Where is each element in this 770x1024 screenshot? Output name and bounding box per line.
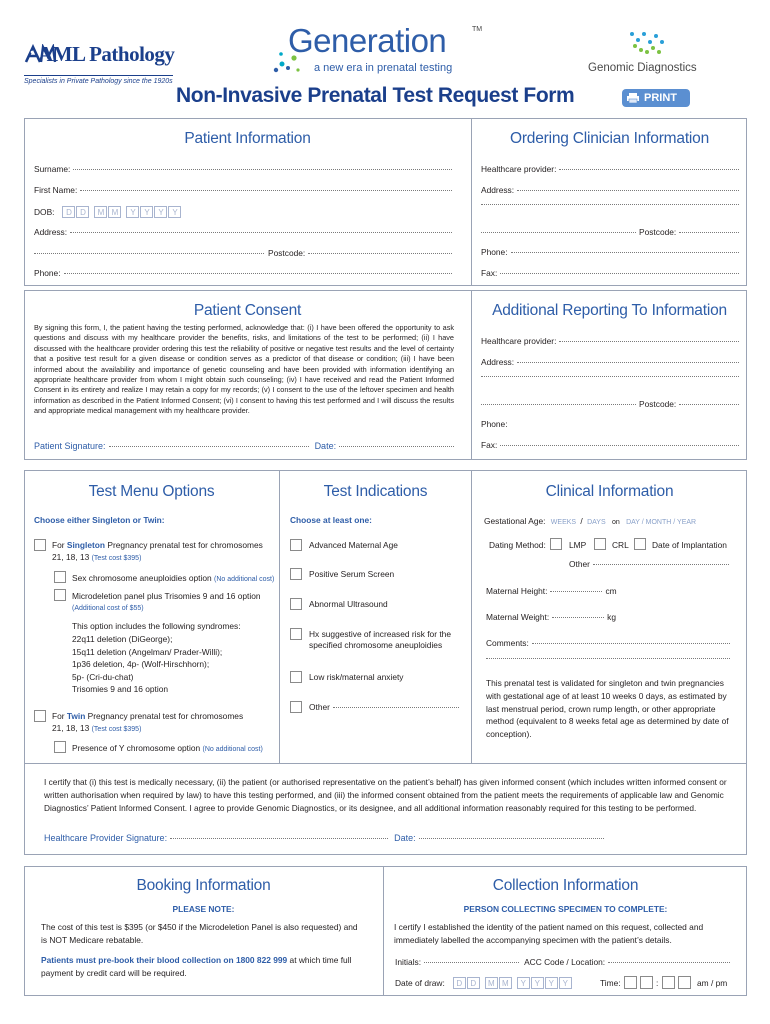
- additional-provider-field[interactable]: Healthcare provider:: [481, 336, 739, 346]
- singleton-option-line2: 21, 18, 13 (Test cost $395): [52, 552, 142, 562]
- choose-at-least-one: Choose at least one:: [290, 515, 372, 525]
- y-chromosome-label: Presence of Y chromosome option (No additional cost): [72, 743, 263, 753]
- draw-date-cells: [453, 977, 573, 989]
- comments-line2[interactable]: [486, 660, 730, 661]
- aml-logo: [24, 40, 184, 88]
- date-cell[interactable]: M: [499, 977, 512, 989]
- microdeletion-label: Microdeletion panel plus Trisomies 9 and 16 option: [72, 591, 261, 601]
- maternal-weight-field[interactable]: Maternal Weight: kg: [486, 612, 617, 622]
- clinician-address-field[interactable]: Address:: [481, 185, 739, 195]
- collection-note: PERSON COLLECTING SPECIMEN TO COMPLETE:: [463, 904, 668, 914]
- first-name-field[interactable]: First Name:: [34, 185, 452, 195]
- syndrome-item: 15q11 deletion (Angelman/ Prader-Willi);: [72, 646, 223, 657]
- clinician-phone-field[interactable]: Phone:: [481, 247, 739, 257]
- dating-method-label: Dating Method:: [489, 540, 546, 550]
- am-pm-label: am / pm: [697, 978, 728, 988]
- indication-serum-label: Positive Serum Screen: [309, 569, 395, 579]
- dob-field[interactable]: DOB: D D M M Y Y Y Y: [34, 206, 284, 218]
- genomic-logo-text: Genomic Diagnostics: [588, 62, 697, 74]
- test-menu-title: Test Menu Options: [88, 483, 215, 500]
- provider-signature-field[interactable]: Healthcare Provider Signature: Date:: [44, 833, 604, 843]
- certification-text: I certify that (i) this test is medically necessary, (ii) the patient (or authorised representative on the patient’s behalf) has given informed consent (which includes written informed consent or written authorisation when required by law) to have this testing performed, and (iii) the informed consent obtained from the patient meets the requirements of applicable law and Genomic Diagnostics’ Patient Informed Consent. I agree to provide Genomic Diagnostics, or its designee, and all additional information reasonably required for this testing to be performed.: [44, 777, 727, 813]
- date-cell[interactable]: Y: [517, 977, 530, 989]
- collection-information-title: Collection Information: [492, 877, 639, 894]
- clinician-fax-field[interactable]: Fax:: [481, 268, 739, 278]
- acc-code-label: ACC Code / Location:: [524, 957, 606, 967]
- date-cell[interactable]: D: [453, 977, 466, 989]
- aml-tagline: Specialists in Private Pathology since the 1920s: [24, 75, 173, 85]
- additional-phone-field[interactable]: Phone:: [481, 419, 508, 429]
- syndrome-item: 1p36 deletion, 4p- (Wolf-Hirschhorn);: [72, 659, 210, 670]
- patient-phone-field[interactable]: Phone:: [34, 268, 452, 278]
- singleton-checkbox[interactable]: [34, 539, 46, 551]
- booking-information-title: Booking Information: [136, 877, 271, 894]
- indication-serum-checkbox[interactable]: [290, 568, 302, 580]
- twin-cost: (Test cost $395): [91, 726, 142, 733]
- choose-singleton-twin: Choose either Singleton or Twin:: [34, 515, 165, 525]
- sex-chromosome-checkbox[interactable]: [54, 571, 66, 583]
- clinician-address-line3[interactable]: [481, 227, 739, 237]
- twin-option-line2: 21, 18, 13 (Test cost $395): [52, 723, 142, 733]
- indication-ama-checkbox[interactable]: [290, 539, 302, 551]
- crl-checkbox[interactable]: [594, 538, 606, 550]
- generation-tm: TM: [472, 26, 483, 33]
- date-cell[interactable]: Y: [531, 977, 544, 989]
- additional-address-field[interactable]: Address:: [481, 357, 739, 367]
- lmp-label: LMP: [569, 540, 587, 550]
- sex-chromosome-label: Sex chromosome aneuploidies option (No additional cost): [72, 573, 275, 583]
- singleton-cost: (Test cost $395): [91, 555, 142, 562]
- patient-signature-field[interactable]: Patient Signature: Date:: [34, 441, 454, 451]
- comments-field[interactable]: Comments:: [486, 638, 730, 648]
- date-cell[interactable]: Y: [559, 977, 572, 989]
- print-button[interactable]: [622, 89, 690, 107]
- maternal-height-field[interactable]: Maternal Height: cm: [486, 586, 617, 596]
- clinician-postcode-label: Postcode:: [639, 227, 677, 237]
- singleton-option-label: For Singleton Pregnancy prenatal test for chromosomes: [52, 540, 263, 550]
- dob-cells: [62, 206, 182, 218]
- indication-history-label: Hx suggestive of increased risk for the specified chromosome aneuploidies: [309, 629, 451, 650]
- clinician-address-line2[interactable]: [481, 206, 739, 207]
- patient-address-line2[interactable]: [34, 248, 452, 258]
- time-minute-box-2[interactable]: [678, 976, 691, 989]
- dna-icon: [628, 30, 668, 58]
- generation-tagline: a new era in prenatal testing: [314, 62, 453, 74]
- additional-fax-field[interactable]: Fax:: [481, 440, 739, 450]
- indication-ultrasound-label: Abnormal Ultrasound: [309, 599, 388, 609]
- printer-icon: [626, 92, 640, 104]
- additional-postcode-label: Postcode:: [639, 399, 677, 409]
- indication-low-risk-label: Low risk/maternal anxiety: [309, 672, 404, 682]
- crl-label: CRL: [612, 540, 629, 550]
- collection-certify-text: I certify I established the identity of the patient named on this request, collected and immediately labelled the accompanying specimen with the patient’s details.: [394, 922, 704, 945]
- time-label: Time:: [600, 978, 621, 988]
- booking-prebook-text: Patients must pre-book their blood collection on 1800 822 999 at which time full payment by credit card will be required.: [41, 955, 352, 978]
- indication-history-checkbox[interactable]: [290, 628, 302, 640]
- dating-other-field[interactable]: Other: [569, 559, 729, 569]
- indication-ama-label: Advanced Maternal Age: [309, 540, 398, 550]
- indication-low-risk-checkbox[interactable]: [290, 671, 302, 683]
- lmp-checkbox[interactable]: [550, 538, 562, 550]
- time-minute-box-1[interactable]: [662, 976, 675, 989]
- generation-logo-text: Generation: [288, 22, 447, 59]
- genomic-diagnostics-logo: [588, 30, 728, 80]
- syndrome-item: 5p- (Cri-du-chat): [72, 671, 134, 682]
- date-cell[interactable]: Y: [545, 977, 558, 989]
- date-cell[interactable]: Y: [168, 206, 181, 218]
- generation-logo: [272, 22, 492, 78]
- booking-note: PLEASE NOTE:: [172, 904, 235, 914]
- implantation-label: Date of Implantation: [652, 540, 727, 550]
- patient-postcode-label: Postcode:: [268, 248, 306, 258]
- date-cell[interactable]: D: [62, 206, 75, 218]
- date-cell[interactable]: M: [108, 206, 121, 218]
- time-hour-box-1[interactable]: [624, 976, 637, 989]
- implantation-checkbox[interactable]: [634, 538, 646, 550]
- date-cell[interactable]: M: [485, 977, 498, 989]
- syndromes-list: [72, 633, 222, 696]
- date-cell[interactable]: Y: [126, 206, 139, 218]
- syndrome-item: 22q11 deletion (DiGeorge);: [72, 634, 173, 644]
- clinician-provider-field[interactable]: Healthcare provider:: [481, 164, 739, 174]
- gestational-age-row[interactable]: Gestational Age: WEEKS / DAYS on DAY / MONTH / YEAR: [484, 516, 697, 526]
- date-cell[interactable]: D: [467, 977, 480, 989]
- date-cell[interactable]: M: [94, 206, 107, 218]
- additional-address-line3[interactable]: [481, 399, 739, 409]
- date-of-draw-field[interactable]: Date of draw: D D M M Y Y Y Y: [395, 977, 595, 989]
- microdeletion-cost: (Additional cost of $55): [72, 605, 144, 612]
- booking-cost-text: The cost of this test is $395 (or $450 if the Microdeletion Panel is also requested) and is NOT Medicare rebatable.: [41, 922, 358, 945]
- date-cell[interactable]: Y: [140, 206, 153, 218]
- clinical-information-title: Clinical Information: [545, 483, 674, 500]
- syndromes-intro: This option includes the following syndromes:: [72, 621, 241, 631]
- patient-signature-date-label: Date:: [314, 441, 337, 451]
- indication-other-checkbox[interactable]: [290, 701, 302, 713]
- initials-field[interactable]: Initials: ACC Code / Location:: [395, 957, 730, 967]
- form-title: Non-Invasive Prenatal Test Request Form: [176, 84, 575, 107]
- date-cell[interactable]: Y: [154, 206, 167, 218]
- twin-option-label: For Twin Pregnancy prenatal test for chromosomes: [52, 711, 244, 721]
- ordering-clinician-title: Ordering Clinician Information: [509, 130, 710, 147]
- aml-logo-text: AML Pathology: [38, 42, 175, 66]
- indication-ultrasound-checkbox[interactable]: [290, 598, 302, 610]
- additional-address-line2[interactable]: [481, 378, 739, 379]
- y-chromosome-checkbox[interactable]: [54, 741, 66, 753]
- patient-consent-title: Patient Consent: [193, 302, 302, 319]
- time-hour-box-2[interactable]: [640, 976, 653, 989]
- patient-address-field[interactable]: Address:: [34, 227, 452, 237]
- time-colon: :: [656, 978, 659, 988]
- provider-signature-date-label: Date:: [394, 833, 416, 843]
- syndrome-item: Trisomies 9 and 16 option: [72, 684, 169, 695]
- patient-consent-text: By signing this form, I, the patient having the testing performed, acknowledge that: (i) I have been offered the opportunity to ask questions and discuss with my healthcare provider the benefits, risks, and limitations of the test to be performed; (ii) I have discussed with the healthcare provider ordering this test the reliability of positive or negative test results and the level of certainty that a positive test result for a given disease or condition serves as a predictor of that disease or condition; (iii) I have been informed about the availability and importance of genetic counseling and have been provided with information identifying an appropriate healthcare provider from whom I might obtain such counseling; (iv) I have received and read the Patient Informed Consent in its entirety and realize I may retain a copy for my records; (v) I consent to the use of the leftover specimen and health information as described in the Patient Informed Consent; (vi) I consent to having this test performed and I will discuss the results and appropriate medical management with my healthcare provider.: [34, 323, 454, 416]
- validation-text: This prenatal test is validated for singleton and twin pregnancies with gestational age of at least 10 weeks 0 days, as estimated by last menstrual period, crown rump length, or other appropriate method (equivalent to 8 weeks fetal age as determined by date of conception).: [486, 678, 729, 740]
- patient-information-title: Patient Information: [184, 130, 311, 147]
- test-indications-title: Test Indications: [323, 483, 428, 500]
- twin-checkbox[interactable]: [34, 710, 46, 722]
- date-cell[interactable]: D: [76, 206, 89, 218]
- print-label: PRINT: [644, 92, 677, 104]
- microdeletion-checkbox[interactable]: [54, 589, 66, 601]
- surname-field[interactable]: Surname:: [34, 164, 452, 174]
- indication-other-field[interactable]: Other: [309, 702, 459, 712]
- additional-reporting-title: Additional Reporting To Information: [492, 302, 727, 319]
